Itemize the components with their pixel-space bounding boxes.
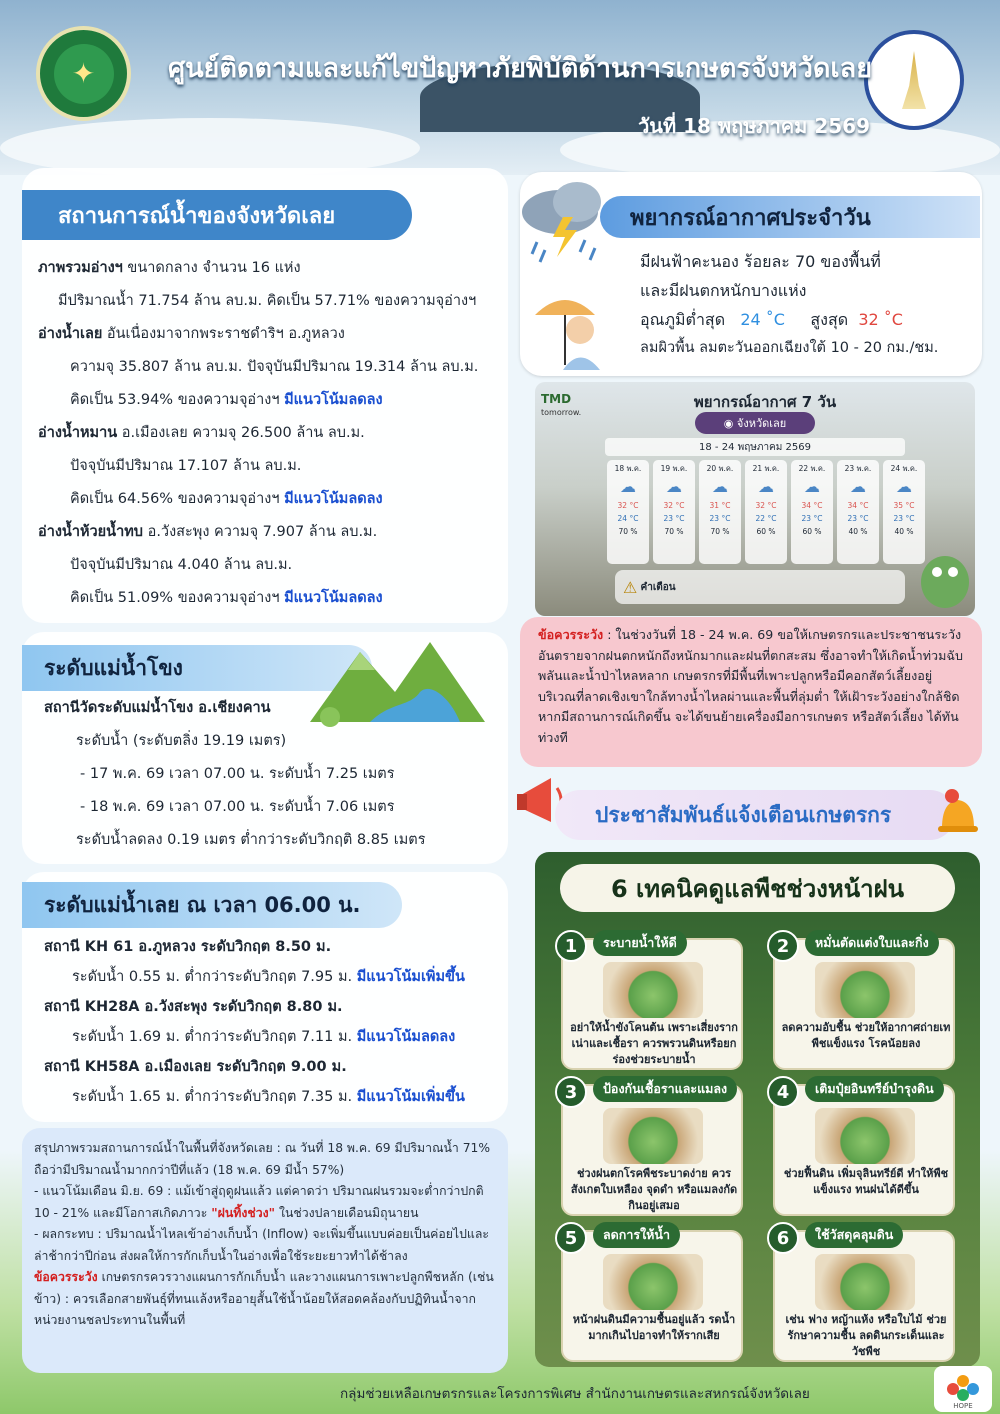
water-line-text: ความจุ 35.807 ล้าน ลบ.ม. ปัจจุบันมีปริมาณ 19.314 ล้าน ลบ.ม. (70, 359, 479, 375)
caution-box (520, 617, 982, 767)
forecast-day-date: 18 พ.ค. (614, 464, 642, 473)
station-heading: สถานี KH58A อ.เมืองเลย ระดับวิกฤต 9.00 ม. (44, 1059, 347, 1075)
bell-icon (928, 784, 988, 844)
summary-caution (34, 1267, 496, 1332)
tip-label: ลดการให้น้ำ (593, 1222, 680, 1248)
forecast-day-rain: 70 % (664, 527, 684, 536)
rain-cloud-icon: ☁ (620, 477, 636, 496)
water-line (38, 384, 508, 417)
trend-label: มีแนวโน้มเพิ่มขึ้น (356, 1089, 465, 1105)
caution-text: : ในช่วงวันที่ 18 - 24 พ.ค. 69 ขอให้เกษตรกรและประชาชนระวังอันตรายจากฝนตกหนักถึงหนักมากและฝนที่ตกสะสม ซึ่งอาจทำให้เกิดน้ำท่วมฉับพลันและน้ำป่าไหลหลาก เกษตรกรที่มีพื้นที่เพาะปลูกหรือมีคอกสัตว์เลี้ยงอยู่บริเวณที่ลาดเชิงเขาใกล้ทางน้ำไหลผ่านและพื้นที่ลุ่มต่ำ ให้เฝ้าระวังอย่างใกล้ชิด หากมีสถานการณ์เกิดขึ้น จะได้ขนย้ายเครื่องมือการเกษตร หรือสัตว์เลี้ยง ได้ทันท่วงที (538, 627, 963, 745)
forecast-day-date: 19 พ.ค. (660, 464, 688, 473)
plant-icon (815, 1108, 915, 1164)
tip-card (773, 1081, 955, 1216)
rain-cloud-icon: ☁ (804, 477, 820, 496)
hope-label: HOPE (953, 1402, 973, 1409)
water-line-text: ปัจจุบันมีปริมาณ 4.040 ล้าน ลบ.ม. (70, 557, 293, 573)
tip-number: 2 (767, 930, 799, 962)
storm-cloud-icon (515, 172, 610, 272)
tip-number: 3 (555, 1076, 587, 1108)
forecast-day-rain: 70 % (710, 527, 730, 536)
plant-icon (603, 962, 703, 1018)
tip-label: ระบายน้ำให้ดี (593, 930, 687, 956)
footer-text: กลุ่มช่วยเหลือเกษตรกรและโครงการพิเศษ สำนักงานเกษตรและสหกรณ์จังหวัดเลย (340, 1386, 810, 1402)
forecast-day-date: 20 พ.ค. (706, 464, 734, 473)
tip-number: 5 (555, 1222, 587, 1254)
forecast-day-card (791, 460, 833, 564)
water-line-heading: อ่างน้ำห้วยน้ำทบ (38, 524, 143, 540)
station-heading: สถานี KH 61 อ.ภูหลวง ระดับวิกฤต 8.50 ม. (44, 939, 332, 955)
tip-card (561, 935, 743, 1070)
weather-text (640, 247, 980, 363)
plant-icon (603, 1254, 703, 1310)
forecast-day-rain: 60 % (756, 527, 776, 536)
forecast-day-card (699, 460, 741, 564)
mascot-icon (915, 532, 975, 612)
trend-label: มีแนวโน้มลดลง (284, 392, 383, 408)
tip-number: 1 (555, 930, 587, 962)
forecast-day-rain: 40 % (848, 527, 868, 536)
loei-list (44, 932, 504, 1112)
tip-description: เช่น ฟาง หญ้าแห้ง หรือใบไม้ ช่วยรักษาความชื้น ลดดินกระเด็นและวัชพืช (785, 1313, 947, 1358)
reporter-icon (525, 275, 625, 375)
water-line-heading: อ่างน้ำเลย (38, 326, 103, 342)
forecast-day-card (837, 460, 879, 564)
water-line (38, 483, 508, 516)
forecast-day-rain: 70 % (618, 527, 638, 536)
tip-number: 6 (767, 1222, 799, 1254)
forecast-title: พยากรณ์อากาศ 7 วัน (693, 393, 837, 411)
max-temp-label: สูงสุด (810, 310, 849, 329)
forecast-day-high: 31 °C (709, 501, 731, 510)
loei-section-title: ระดับแม่น้ำเลย ณ เวลา 06.00 น. (22, 882, 402, 928)
forecast-7day (535, 382, 975, 616)
forecast-day-low: 23 °C (663, 514, 685, 523)
tip-card (773, 935, 955, 1070)
summary-trend-text: - แนวโน้มเดือน มิ.ย. 69 : แม้เข้าสู่ฤดูฝนแล้ว แต่คาดว่า ปริมาณฝนรวมจะต่ำกว่าปกติ 10 - 21% และมีโอกาสเกิดภาวะ (34, 1184, 484, 1220)
summary-trend (34, 1181, 496, 1224)
water-section-title: สถานการณ์น้ำของจังหวัดเลย (22, 190, 412, 240)
forecast-day-date: 22 พ.ค. (798, 464, 826, 473)
rain-cloud-icon: ☁ (896, 477, 912, 496)
trend-label: มีแนวโน้มลดลง (356, 1029, 456, 1045)
water-line-text: อันเนื่องมาจากพระราชดำริฯ อ.ภูหลวง (102, 326, 345, 342)
forecast-day-low: 24 °C (617, 514, 639, 523)
summary-overview: สรุปภาพรวมสถานการณ์น้ำในพื้นที่จังหวัดเลย : ณ วันที่ 18 พ.ค. 69 มีปริมาณน้ำ 71% ถือว่ามีปริมาณน้ำมากกว่าปีที่แล้ว (18 พ.ค. 69 มีน้ำ 57%) (34, 1141, 491, 1177)
forecast-day-low: 23 °C (847, 514, 869, 523)
water-line (38, 417, 508, 450)
tips-infographic (535, 852, 980, 1367)
station-heading: สถานี KH28A อ.วังสะพุง ระดับวิกฤต 8.80 ม. (44, 999, 343, 1015)
tip-card (773, 1227, 955, 1362)
forecast-range: 18 - 24 พฤษภาคม 2569 (605, 438, 905, 456)
mekong-row-1: - 17 พ.ค. 69 เวลา 07.00 น. ระดับน้ำ 7.25 เมตร (80, 766, 395, 782)
station-level: ระดับน้ำ 1.65 ม. ต่ำกว่าระดับวิกฤต 7.35 ม. (72, 1089, 357, 1105)
rain-cloud-icon: ☁ (712, 477, 728, 496)
summary-impact: - ผลกระทบ : ปริมาณน้ำไหลเข้าอ่างเก็บน้ำ (Inflow) จะเพิ่มขึ้นแบบค่อยเป็นค่อยไปและล่าช้ากว่าปีก่อน ส่งผลให้การกักเก็บน้ำในอ่างเพื่อใช้ระยะยาวทำได้ช้าลง (34, 1227, 489, 1263)
water-line (38, 549, 508, 582)
tip-description: อย่าให้น้ำขังโคนต้น เพราะเสี่ยงรากเน่าและเชื้อรา ควรพรวนดินหรือยกร่องช่วยระบายน้ำ (570, 1021, 738, 1066)
tmd-logo: TMD (541, 392, 572, 406)
water-line-text: ขนาดกลาง จำนวน 16 แห่ง (122, 260, 301, 276)
forecast-warning (615, 570, 905, 604)
plant-icon (603, 1108, 703, 1164)
forecast-day-card (653, 460, 695, 564)
station-detail (44, 962, 504, 992)
plant-icon (815, 1254, 915, 1310)
station-level: ระดับน้ำ 0.55 ม. ต่ำกว่าระดับวิกฤต 7.95 ม. (72, 969, 357, 985)
tip-card (561, 1227, 743, 1362)
water-line (38, 516, 508, 549)
tip-label: ป้องกันเชื้อราและแมลง (593, 1076, 737, 1102)
tip-description: หน้าฝนดินมีความชื้นอยู่แล้ว รดน้ำมากเกินไปอาจทำให้รากเสีย (572, 1313, 736, 1342)
weather-wind: ลมผิวพื้น ลมตะวันออกเฉียงใต้ 10 - 20 กม./ชม. (640, 340, 939, 356)
weather-temps (640, 305, 980, 334)
max-temp: 32 ˚C (858, 310, 903, 329)
forecast-day-high: 32 °C (617, 501, 639, 510)
summary-caution-text: เกษตรกรควรวางแผนการกักเก็บน้ำ และวางแผนการเพาะปลูกพืชหลัก (เช่น ข้าว) : ควรเลือกสายพันธุ์ที่ทนแล้งหรืออายุสั้นใช้น้ำน้อยให้สอดคล้องกับปฏิทินน้ำจากหน่วยงานชลประทานในพื้นที่ (34, 1270, 494, 1327)
ministry-logo (36, 26, 131, 121)
forecast-day-date: 23 พ.ค. (844, 464, 872, 473)
weather-heavy-rain: และมีฝนตกหนักบางแห่ง (640, 281, 807, 300)
forecast-day-low: 23 °C (893, 514, 915, 523)
water-line-text: คิดเป็น 53.94% ของความจุอ่างฯ (70, 392, 285, 408)
forecast-day-rain: 40 % (894, 527, 914, 536)
water-line (38, 582, 508, 615)
province-seal-logo (864, 30, 964, 130)
mekong-row-2: - 18 พ.ค. 69 เวลา 07.00 น. ระดับน้ำ 7.06 เมตร (80, 799, 395, 815)
forecast-province-name: จังหวัดเลย (736, 417, 787, 430)
plant-icon (815, 962, 915, 1018)
hope-logo (934, 1366, 992, 1412)
tip-description: ช่วยฟื้นดิน เพิ่มจุลินทรีย์ดี ทำให้พืชแข็งแรง ทนฝนได้ดีขึ้น (783, 1167, 949, 1196)
water-line (38, 285, 508, 318)
forecast-warning-label: คำเตือน (640, 581, 676, 593)
summary-caution-head: ข้อควรระวัง (34, 1270, 98, 1284)
water-line-text: อ.วังสะพุง ความจุ 7.907 ล้าน ลบ.ม. (143, 524, 378, 540)
forecast-day-rain: 60 % (802, 527, 822, 536)
station-detail (44, 1022, 504, 1052)
forecast-day-high: 34 °C (801, 501, 823, 510)
water-line (38, 318, 508, 351)
tip-card (561, 1081, 743, 1216)
report-date: วันที่ 18 พฤษภาคม 2569 (638, 114, 870, 138)
tip-number: 4 (767, 1076, 799, 1108)
tips-title: 6 เทคนิคดูแลพืชช่วงหน้าฝน (560, 864, 955, 912)
rain-cloud-icon: ☁ (758, 477, 774, 496)
cloud-shape (0, 118, 420, 175)
water-line (38, 252, 508, 285)
forecast-day-high: 32 °C (755, 501, 777, 510)
forecast-day-date: 24 พ.ค. (890, 464, 918, 473)
water-line-text: อ.เมืองเลย ความจุ 26.500 ล้าน ลบ.ม. (117, 425, 365, 441)
trend-label: มีแนวโน้มเพิ่มขึ้น (356, 969, 465, 985)
summary-dry-spell: "ฝนทิ้งช่วง" (211, 1205, 276, 1220)
water-list (38, 252, 508, 615)
water-line-text: คิดเป็น 51.09% ของความจุอ่างฯ (70, 590, 285, 606)
water-line (38, 450, 508, 483)
station-level: ระดับน้ำ 1.69 ม. ต่ำกว่าระดับวิกฤต 7.11 ม. (72, 1029, 357, 1045)
water-line-text: ปัจจุบันมีปริมาณ 17.107 ล้าน ลบ.ม. (70, 458, 302, 474)
forecast-day-low: 22 °C (755, 514, 777, 523)
tip-label: เติมปุ๋ยอินทรีย์บำรุงดิน (805, 1076, 944, 1102)
forecast-province (695, 412, 815, 434)
mekong-section-title: ระดับแม่น้ำโขง (22, 645, 372, 691)
min-temp-label: อุณภูมิต่ำสุด (640, 310, 726, 329)
tip-label: หมั่นตัดแต่งใบและกิ่ง (805, 930, 939, 956)
location-pin-icon: ◉ (723, 416, 737, 430)
min-temp: 24 ˚C (740, 310, 785, 329)
mekong-note: ระดับน้ำลดลง 0.19 เมตร ต่ำกว่าระดับวิกฤติ 8.85 เมตร (76, 832, 426, 848)
forecast-day-card (745, 460, 787, 564)
deity-icon: ✦ (54, 44, 114, 104)
station-detail (44, 1082, 504, 1112)
water-line-heading: ภาพรวมอ่างฯ (38, 260, 123, 276)
forecast-day-low: 23 °C (709, 514, 731, 523)
pr-banner: ประชาสัมพันธ์แจ้งเตือนเกษตรกร (555, 790, 955, 840)
summary-trend-tail: ในช่วงปลายเดือนมิถุนายน (275, 1205, 419, 1220)
forecast-day-card (607, 460, 649, 564)
warning-icon: ⚠ (623, 577, 638, 597)
trend-label: มีแนวโน้มลดลง (284, 590, 383, 606)
forecast-day-high: 35 °C (893, 501, 915, 510)
forecast-day-high: 34 °C (847, 501, 869, 510)
mekong-text (44, 692, 504, 857)
summary-box (22, 1128, 508, 1373)
tip-description: ลดความอับชื้น ช่วยให้อากาศถ่ายเท พืชแข็งแรง โรคน้อยลง (781, 1021, 951, 1050)
water-line-heading: อ่างน้ำหมาน (38, 425, 118, 441)
page-title: ศูนย์ติดตามและแก้ไขปัญหาภัยพิบัติด้านการเกษตรจังหวัดเลย (167, 53, 873, 84)
forecast-day-high: 32 °C (663, 501, 685, 510)
forecast-day-date: 21 พ.ค. (752, 464, 780, 473)
rain-cloud-icon: ☁ (666, 477, 682, 496)
trend-label: มีแนวโน้มลดลง (284, 491, 383, 507)
weather-rain: มีฝนฟ้าคะนอง ร้อยละ 70 ของพื้นที่ (640, 252, 881, 271)
caution-head: ข้อควรระวัง (538, 627, 604, 642)
tip-label: ใช้วัสดุคลุมดิน (805, 1222, 903, 1248)
rain-cloud-icon: ☁ (850, 477, 866, 496)
water-line-text: มีปริมาณน้ำ 71.754 ล้าน ลบ.ม. คิดเป็น 57.71% ของความจุอ่างฯ (58, 293, 477, 309)
hope-flower-icon (940, 1369, 986, 1409)
water-line (38, 351, 508, 384)
forecast-day-low: 23 °C (801, 514, 823, 523)
stupa-icon (902, 51, 926, 109)
water-line-text: คิดเป็น 64.56% ของความจุอ่างฯ (70, 491, 285, 507)
weather-section-title: พยากรณ์อากาศประจำวัน (600, 196, 980, 238)
mekong-station: สถานีวัดระดับแม่น้ำโขง อ.เชียงคาน (44, 700, 271, 716)
tip-description: ช่วงฝนตกโรคพืชระบาดง่าย ควรสังเกตใบเหลือง จุดดำ หรือแมลงกัดกินอยู่เสมอ (570, 1167, 738, 1212)
tomorrow-logo: tomorrow. (541, 408, 582, 417)
mekong-level-label: ระดับน้ำ (ระดับตลิ่ง 19.19 เมตร) (76, 733, 287, 749)
